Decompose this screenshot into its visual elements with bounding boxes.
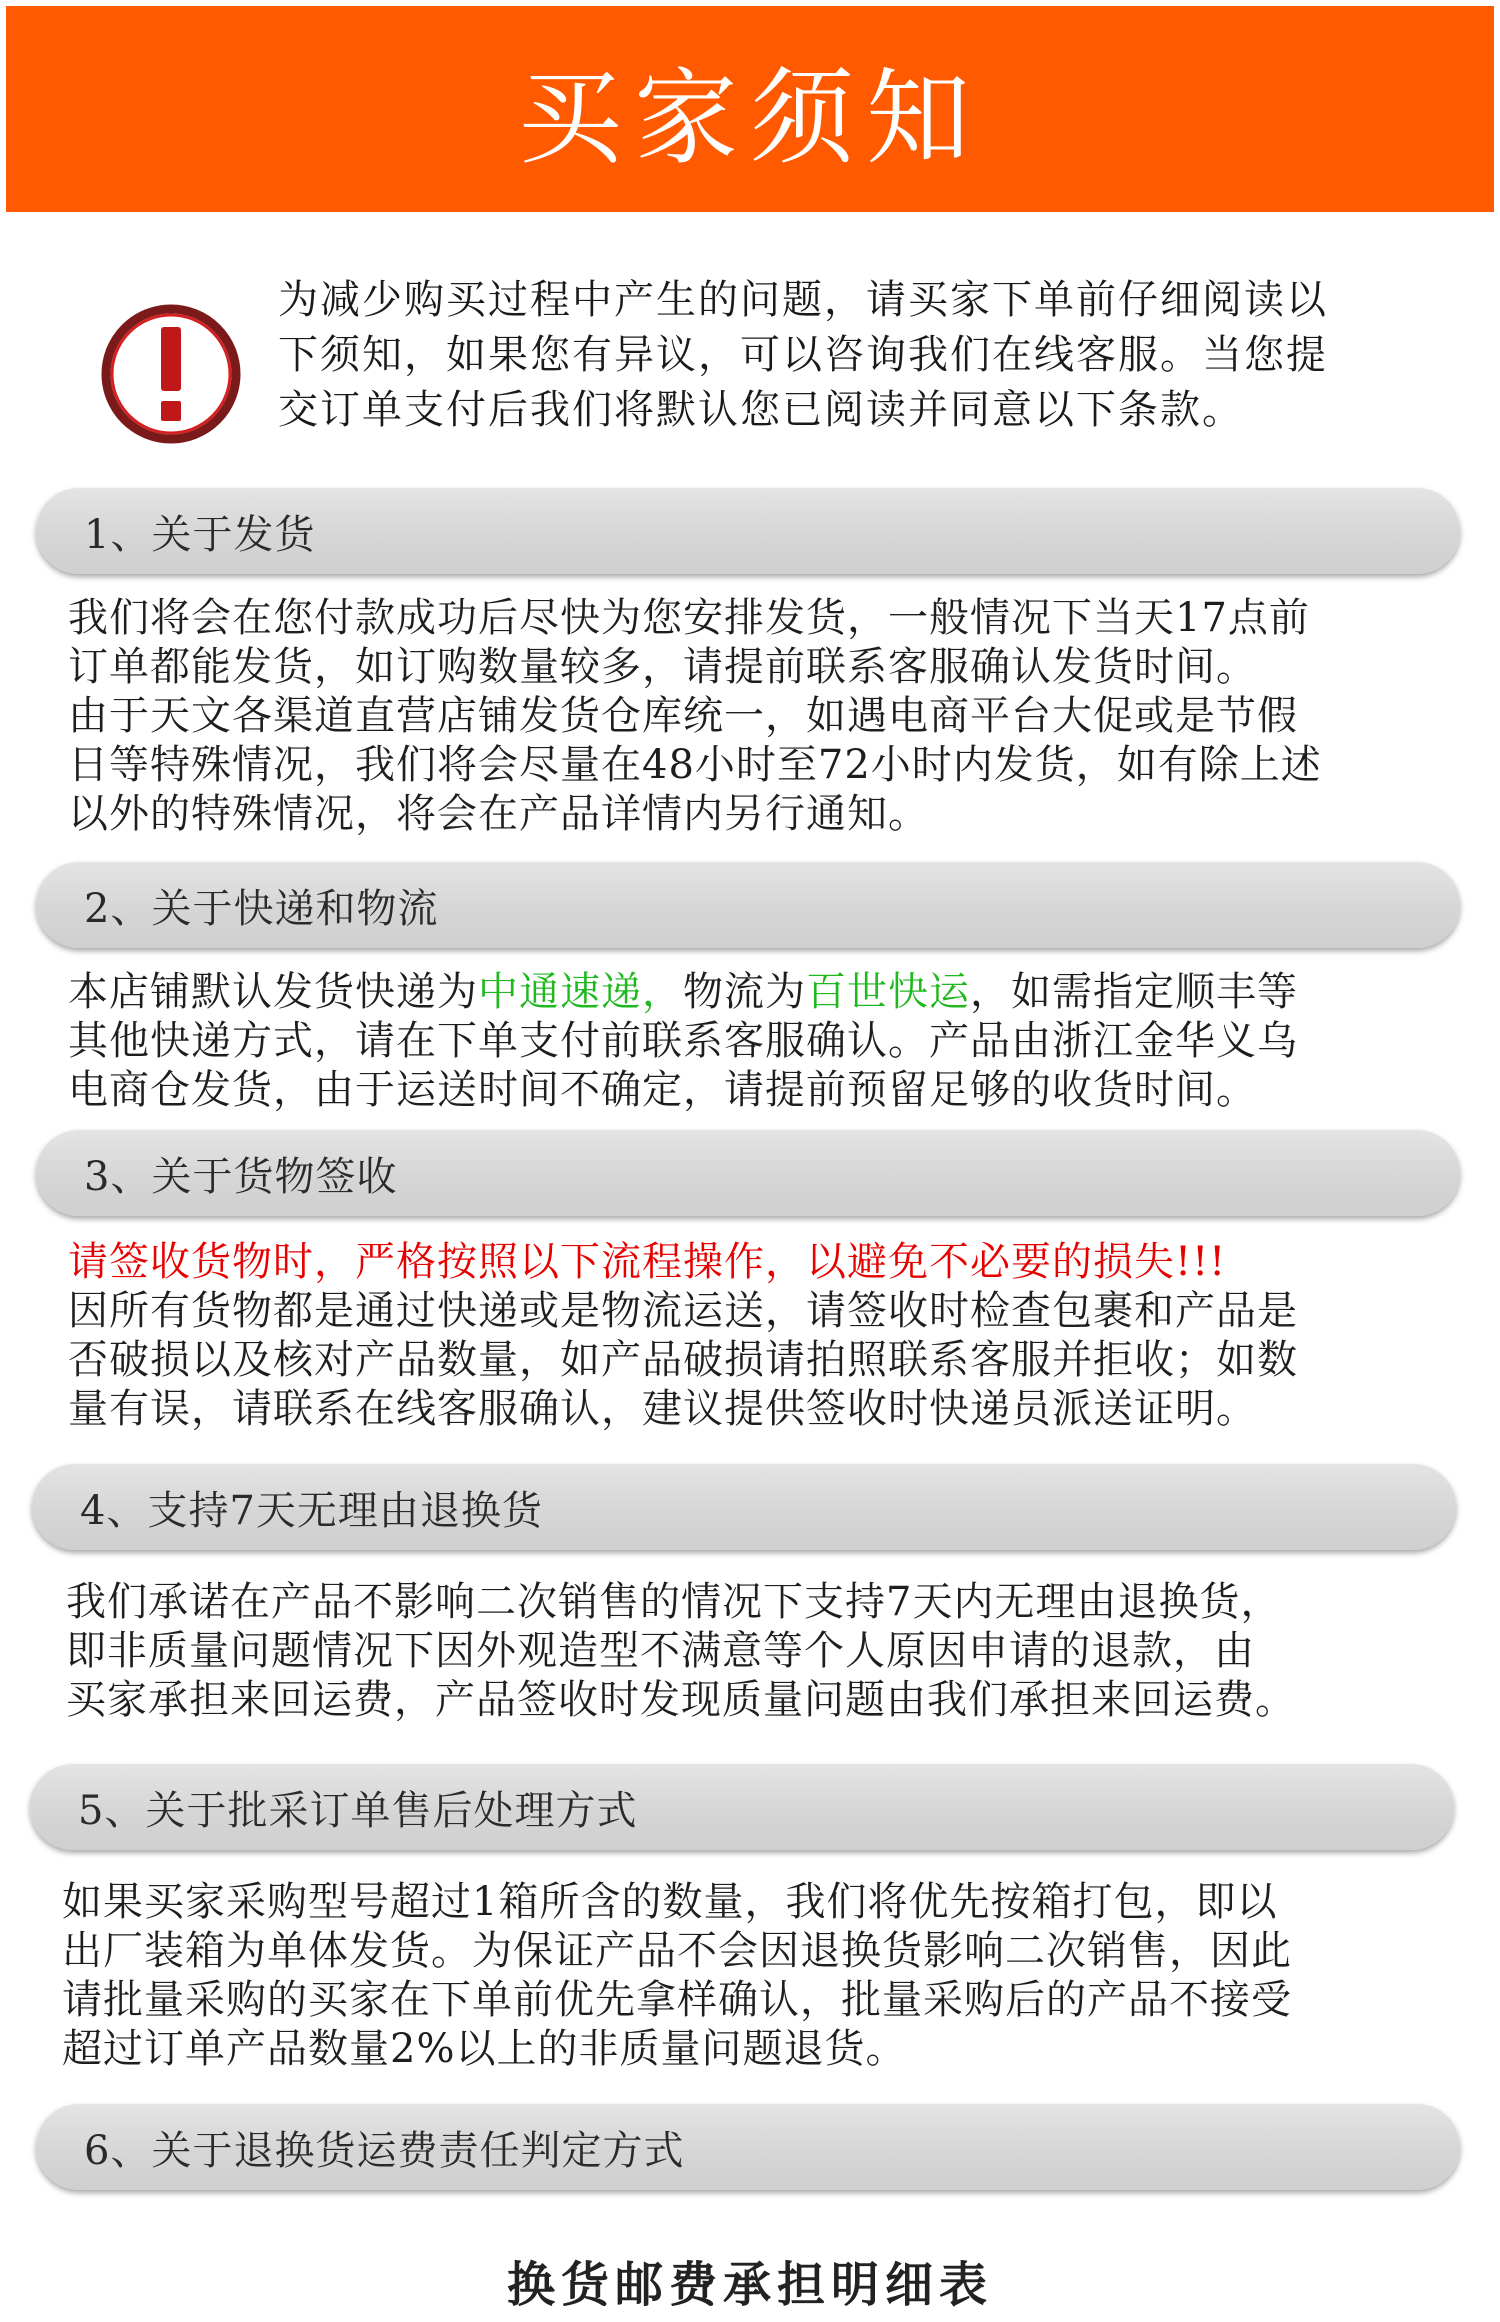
section-title: 6、关于退换货运费责任判定方式 [84, 2127, 685, 2174]
section-body-shipping [68, 594, 1468, 839]
body-line: 即非质量问题情况下因外观造型不满意等个人原因申请的退款，由 [66, 1628, 1255, 1674]
body-line: 买家承担来回运费，产品签收时发现质量问题由我们承担来回运费。 [66, 1677, 1296, 1723]
body-line: 以外的特殊情况，将会在产品详情内另行通知。 [68, 791, 929, 837]
body-line: 请批量采购的买家在下单前优先拿样确认，批量采购后的产品不接受 [62, 1977, 1292, 2023]
body-line: 其他快递方式，请在下单支付前联系客服确认。产品由浙江金华义乌 [68, 1018, 1298, 1064]
intro-line: 交订单支付后我们将默认您已阅读并同意以下条款。 [278, 387, 1244, 433]
section-header-shipping [36, 488, 1460, 574]
body-line: 量有误，请联系在线客服确认，建议提供签收时快递员派送证明。 [68, 1386, 1257, 1432]
warning-line: 请签收货物时，严格按照以下流程操作，以避免不必要的损失!!! [68, 1239, 1227, 1285]
section-title: 4、支持7天无理由退换货 [80, 1487, 543, 1534]
body-line: 电商仓发货，由于运送时间不确定，请提前预留足够的收货时间。 [68, 1067, 1257, 1113]
section-title: 2、关于快递和物流 [84, 885, 439, 932]
section-header-freight [36, 2104, 1460, 2190]
intro-block [6, 261, 1494, 461]
highlight-logistics: 百世快运 [806, 969, 970, 1015]
section-body-express [68, 968, 1468, 1115]
body-line: 订单都能发货，如订购数量较多，请提前联系客服确认发货时间。 [68, 644, 1257, 690]
section-title: 1、关于发货 [84, 511, 316, 558]
body-line: 由于天文各渠道直营店铺发货仓库统一，如遇电商平台大促或是节假 [68, 693, 1298, 739]
page-title: 买家须知 [517, 57, 982, 179]
section-body-returns [66, 1578, 1466, 1725]
intro-text [278, 273, 1428, 438]
body-line: 日等特殊情况，我们将会尽量在48小时至72小时内发货，如有除上述 [68, 742, 1322, 788]
section-header-bulk [30, 1764, 1454, 1850]
body-line: 因所有货物都是通过快递或是物流运送，请签收时检查包裹和产品是 [68, 1288, 1298, 1334]
body-line: 否破损以及核对产品数量，如产品破损请拍照联系客服并拒收；如数 [68, 1337, 1298, 1383]
section-title: 3、关于货物签收 [84, 1153, 398, 1200]
text-fragment: 物流为 [683, 969, 806, 1015]
buyer-notice-page [6, 6, 1494, 2316]
section-body-receipt [68, 1238, 1468, 1434]
body-line: 我们承诺在产品不影响二次销售的情况下支持7天内无理由退换货， [66, 1579, 1282, 1625]
intro-line: 为减少购买过程中产生的问题，请买家下单前仔细阅读以 [278, 277, 1328, 323]
header-banner [6, 6, 1494, 212]
section-header-express [36, 862, 1460, 948]
section-title: 5、关于批采订单售后处理方式 [78, 1787, 638, 1834]
body-line: 超过订单产品数量2%以上的非质量问题退货。 [62, 2026, 907, 2072]
body-line [68, 968, 1468, 1017]
intro-line: 下须知，如果您有异议，可以咨询我们在线客服。当您提 [278, 332, 1328, 378]
exclamation-circle-icon [98, 301, 244, 447]
text-fragment: 本店铺默认发货快递为 [68, 969, 478, 1015]
text-fragment: ，如需指定顺丰等 [970, 969, 1298, 1015]
highlight-courier: 中通速递， [478, 969, 683, 1015]
section-body-bulk [62, 1878, 1466, 2074]
body-line: 出厂装箱为单体发货。为保证产品不会因退换货影响二次销售，因此 [62, 1928, 1292, 1974]
body-line: 如果买家采购型号超过1箱所含的数量，我们将优先按箱打包，即以 [62, 1879, 1278, 1925]
section-header-receipt [36, 1130, 1460, 1216]
body-line: 我们将会在您付款成功后尽快为您安排发货，一般情况下当天17点前 [68, 595, 1310, 641]
freight-table-title: 换货邮费承担明细表 [506, 2257, 993, 2313]
section-header-returns [32, 1464, 1456, 1550]
